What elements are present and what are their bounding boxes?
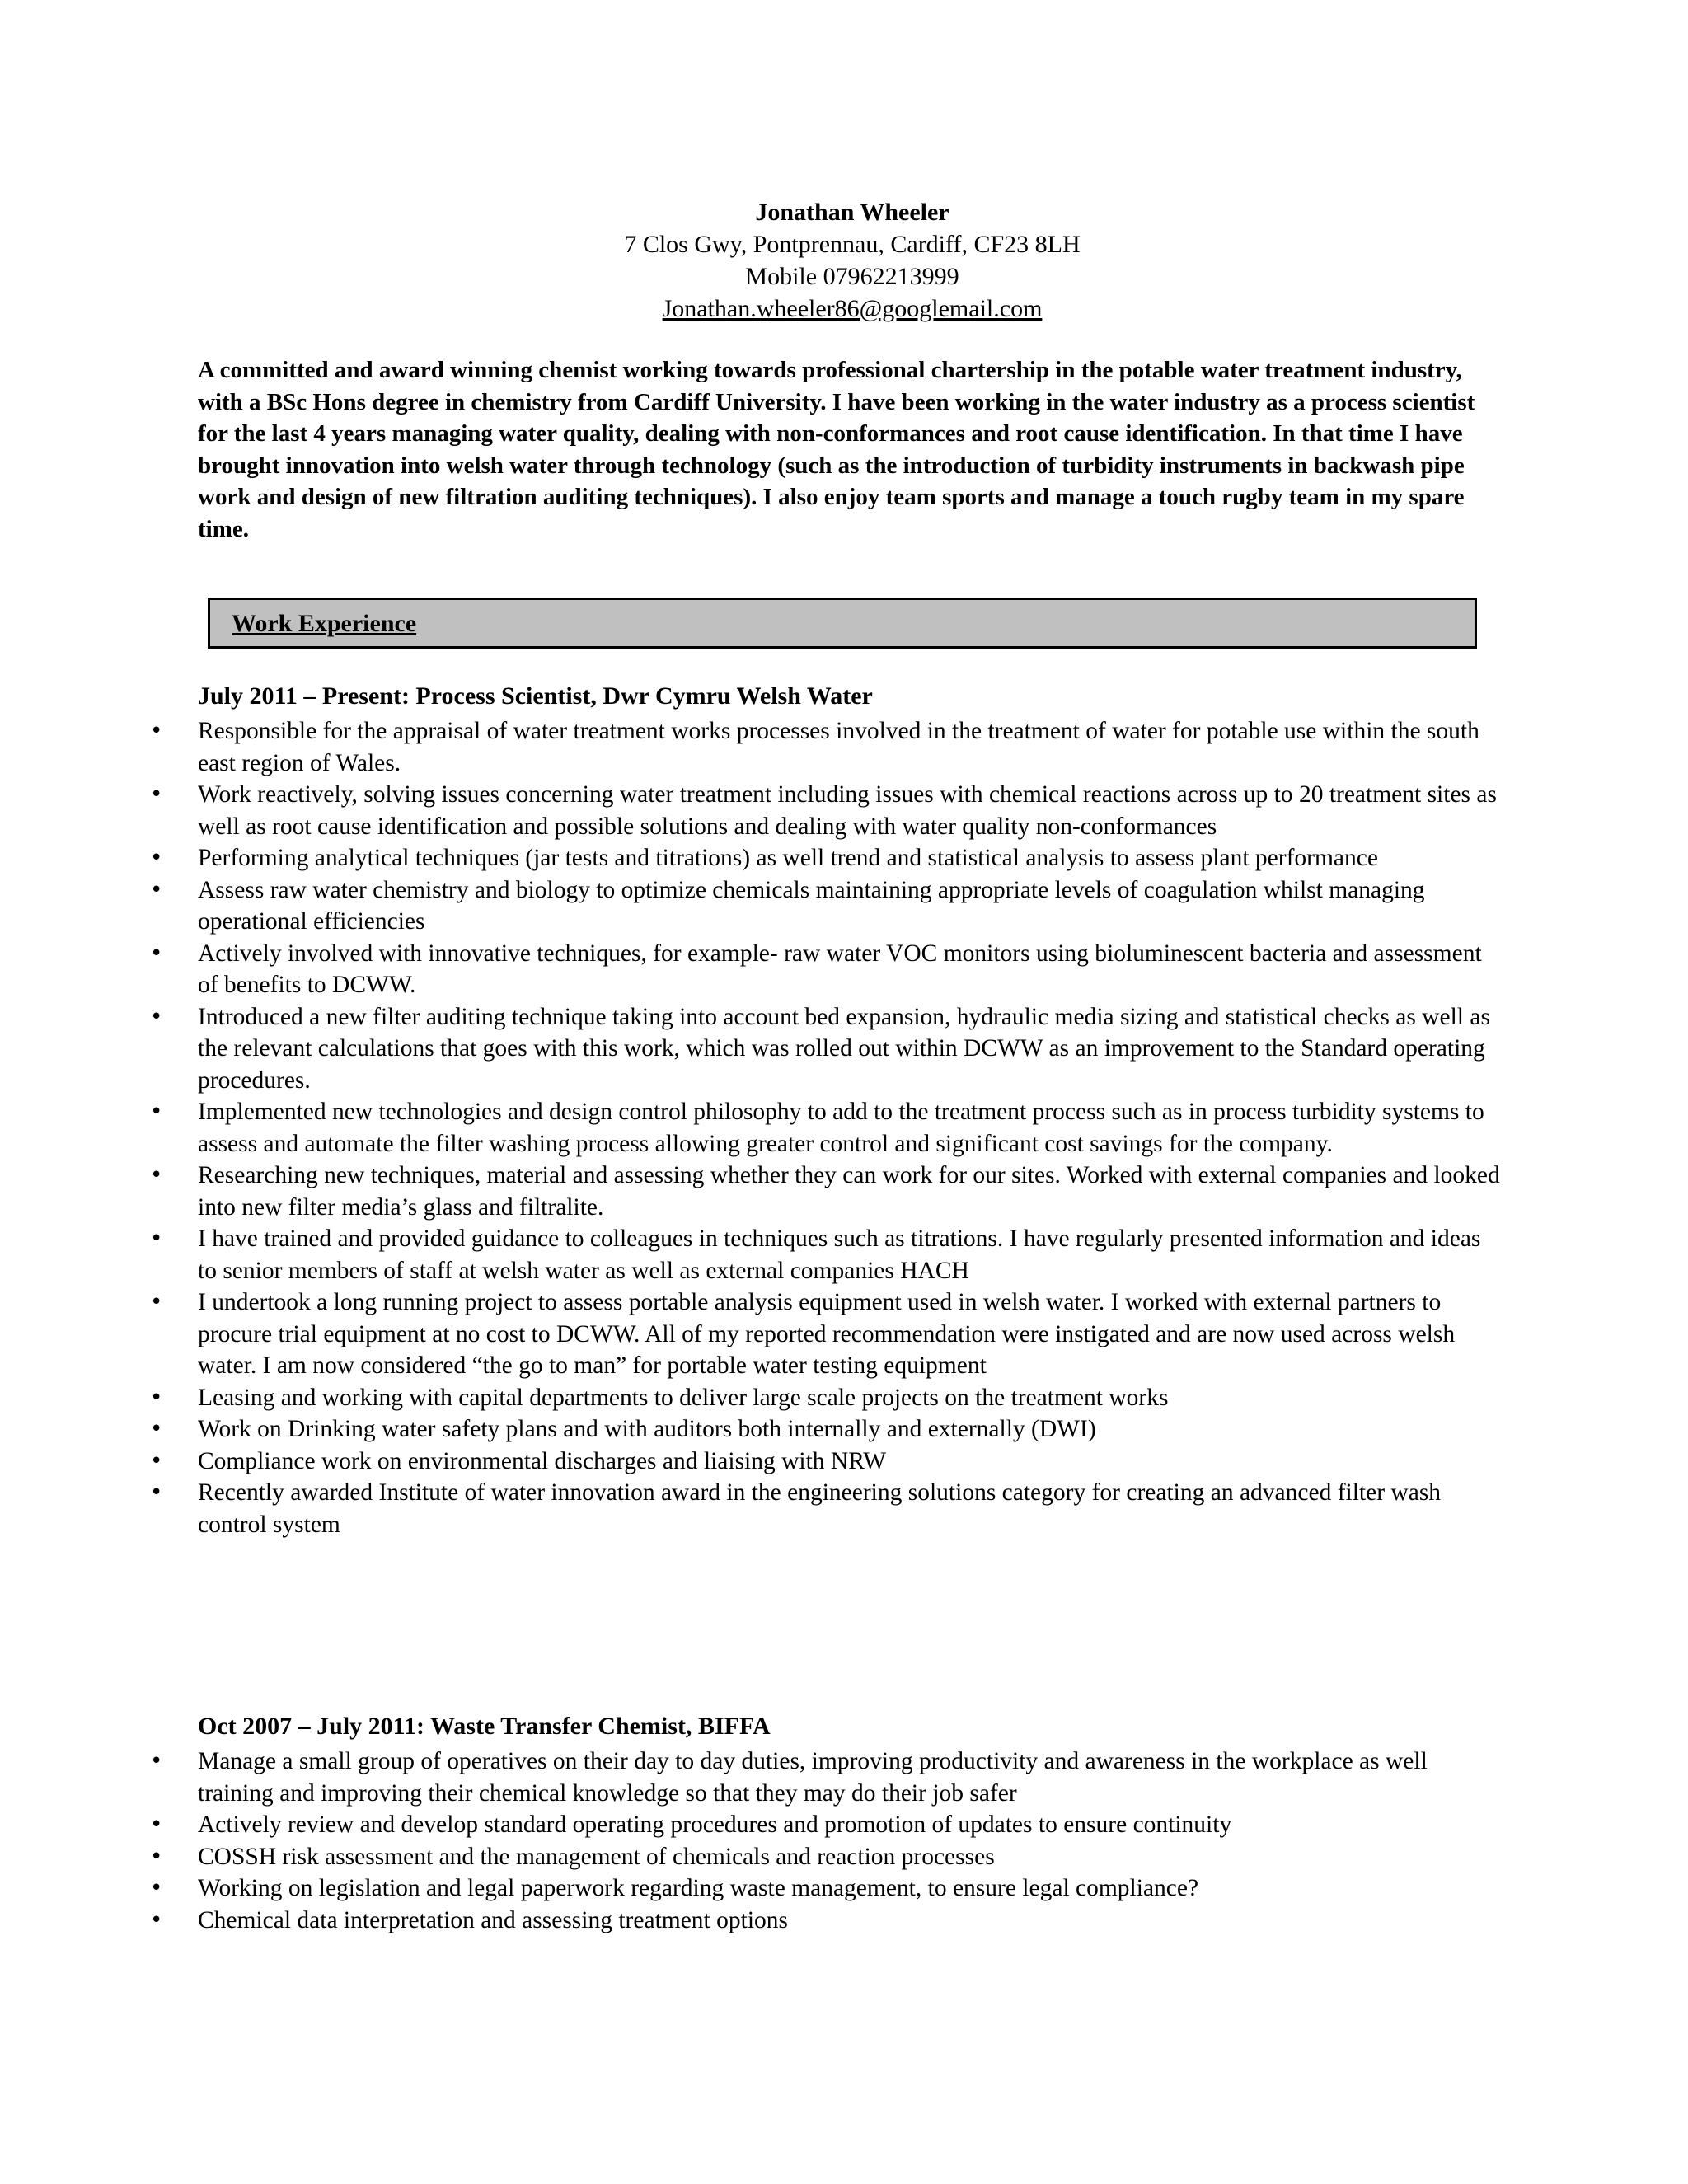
email-link[interactable]: Jonathan.wheeler86@googlemail.com [662, 295, 1043, 322]
section-title: Work Experience [232, 610, 417, 637]
address: 7 Clos Gwy, Pontprennau, Cardiff, CF23 8LH [624, 231, 1081, 258]
job-title: July 2011 – Present: Process Scientist, Dwr Cymru Welsh Water [198, 682, 873, 710]
list-item: • Recently awarded Institute of water innovation award in the engineering solutions category for creating an advanced filter wash control system [0, 1477, 1500, 1540]
list-item: • Leasing and working with capital departments to deliver large scale projects on the treatment works [0, 1382, 1500, 1414]
list-item: • Work on Drinking water safety plans and with auditors both internally and externally (DWI) [0, 1413, 1500, 1446]
list-item: • Actively involved with innovative techniques, for example- raw water VOC monitors using bioluminescent bacteria and assessment of benefits to DCWW. [0, 938, 1500, 1001]
work-experience-section-header [208, 598, 1477, 649]
list-item: • Work reactively, solving issues concerning water treatment including issues with chemical reactions across up to 20 treatment sites as well as root cause identification and possible solutions and dealing with water quality non-conformances [0, 779, 1500, 842]
list-item: • Compliance work on environmental discharges and liaising with NRW [0, 1446, 1500, 1478]
list-item: • I have trained and provided guidance to colleagues in techniques such as titrations. I have regularly presented information and ideas to senior members of staff at welsh water as well as external companies HACH [0, 1223, 1500, 1286]
list-item: • Working on legislation and legal paperwork regarding waste management, to ensure legal compliance? [0, 1872, 1500, 1905]
list-item: • Introduced a new filter auditing technique taking into account bed expansion, hydraulic media sizing and statistical checks as well as the relevant calculations that goes with this work, which was rolled out within DCWW as an improvement to the Standard operating procedures. [0, 1001, 1500, 1097]
list-item: • Assess raw water chemistry and biology to optimize chemicals maintaining appropriate levels of coagulation whilst managing operational efficiencies [0, 874, 1500, 938]
job-title: Oct 2007 – July 2011: Waste Transfer Chemist, BIFFA [198, 1713, 771, 1740]
list-item: • Chemical data interpretation and assessing treatment options [0, 1905, 1500, 1937]
list-item: • COSSH risk assessment and the management of chemicals and reaction processes [0, 1841, 1500, 1873]
job-duties-list [0, 1746, 1688, 1936]
list-item: • I undertook a long running project to assess portable analysis equipment used in welsh water. I worked with external partners to procure trial equipment at no cost to DCWW. All of my reported recommendation were instigated and are now used across welsh water. I am now considered “the go to man” for portable water testing equipment [0, 1286, 1500, 1382]
list-item: • Implemented new technologies and design control philosophy to add to the treatment process such as in process turbidity systems to assess and automate the filter washing process allowing greater control and significant cost savings for the company. [0, 1096, 1500, 1160]
candidate-name: Jonathan Wheeler [755, 199, 950, 226]
list-item: • Actively review and develop standard operating procedures and promotion of updates to ensure continuity [0, 1809, 1500, 1841]
list-item: • Performing analytical techniques (jar tests and titrations) as well trend and statistical analysis to assess plant performance [0, 842, 1500, 874]
profile-summary: A committed and award winning chemist working towards professional chartership in the potable water treatment industry, with a BSc Hons degree in chemistry from Cardiff University. I have been working in the water industry as a process scientist for the last 4 years managing water quality, dealing with non-conformances and root cause identification. In that time I have brought innovation into welsh water through technology (such as the introduction of turbidity instruments in backwash pipe work and design of new filtration auditing techniques). I also enjoy team sports and manage a touch rugby team in my spare time. [198, 357, 1475, 542]
list-item: • Researching new techniques, material and assessing whether they can work for our sites. Worked with external companies and looked into new filter media’s glass and filtralite. [0, 1160, 1500, 1223]
resume-header [0, 196, 1688, 325]
list-item: • Manage a small group of operatives on their day to day duties, improving productivity and awareness in the workplace as well training and improving their chemical knowledge so that they may do their job safer [0, 1746, 1500, 1809]
job-duties-list [0, 715, 1688, 1540]
mobile-number: Mobile 07962213999 [745, 263, 959, 290]
list-item: • Responsible for the appraisal of water treatment works processes involved in the treatment of water for potable use within the south east region of Wales. [0, 715, 1500, 779]
